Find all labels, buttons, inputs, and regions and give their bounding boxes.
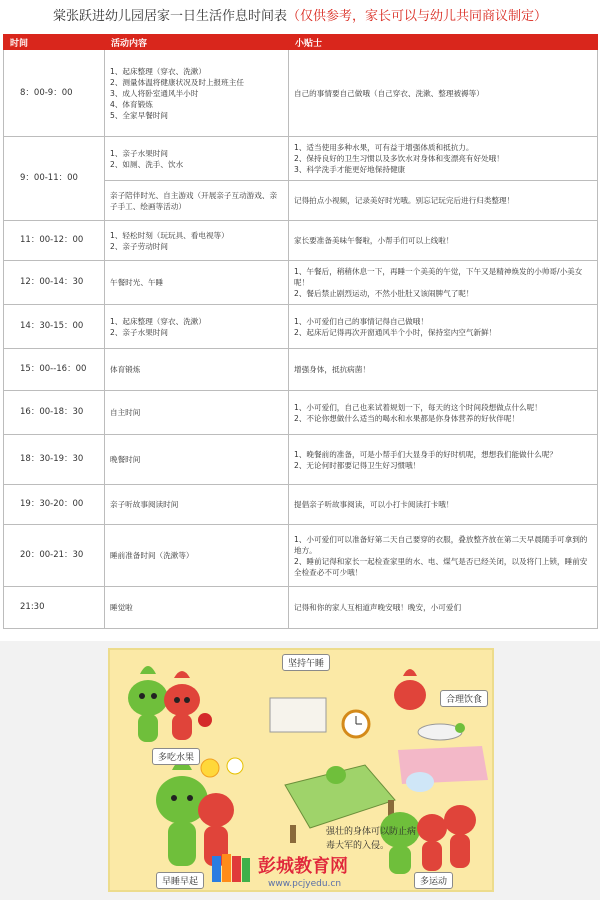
poster-caption-line-1: 强壮的身体可以防止病 bbox=[326, 827, 417, 837]
activity-cell bbox=[105, 50, 289, 137]
tip-line: 1、午餐后，稍稍休息一下，再睡一个美美的午觉，下午又是精神焕发的小帅哥/小美女呢！ bbox=[294, 267, 583, 287]
activity-line: 午餐时光、午睡 bbox=[110, 278, 164, 287]
tip-line: 1、小可爱们可以准备好第二天自己要穿的衣服，叠放整齐放在第二天早晨随手可拿到的地方。 bbox=[294, 534, 588, 555]
time-cell: 15：00--16：00 bbox=[4, 349, 105, 391]
tip-cell bbox=[289, 137, 598, 181]
table-row bbox=[4, 221, 598, 261]
activity-line: 睡前准备时间（洗漱等） bbox=[110, 551, 194, 560]
activity-cell bbox=[105, 587, 289, 629]
time-cell: 20：00-21：30 bbox=[4, 525, 105, 587]
tip-line: 2、起床后记得再次开窗通风半个小时，保持室内空气新鲜！ bbox=[294, 327, 497, 337]
schedule-note: （仅供参考，家长可以与幼儿共同商议制定） bbox=[287, 9, 548, 24]
tip-cell bbox=[289, 435, 598, 485]
tip-cell bbox=[289, 485, 598, 525]
nap-illustration bbox=[270, 698, 395, 843]
tip-line: 2、餐后禁止剧烈运动，不然小肚肚又该闹脾气了呢！ bbox=[294, 289, 474, 298]
table-row bbox=[4, 525, 598, 587]
tip-cell bbox=[289, 349, 598, 391]
tip-line: 3、科学洗手才能更好地保持健康 bbox=[294, 165, 406, 174]
activity-cell bbox=[105, 137, 289, 181]
activity-cell bbox=[105, 261, 289, 305]
poster-label-exercise: 多运动 bbox=[414, 872, 453, 889]
tip-cell bbox=[289, 587, 598, 629]
tip-line: 家长要准备美味午餐啦，小帮手们可以上线啦！ bbox=[294, 236, 454, 245]
header-tip: 小贴士 bbox=[289, 35, 598, 50]
header-activity: 活动内容 bbox=[105, 35, 289, 50]
activity-line: 2、如厕、洗手、饮水 bbox=[110, 159, 184, 169]
tip-line: 2、不论你想做什么适当的喝水和水果都是你身体营养的好伙伴呢！ bbox=[294, 413, 520, 423]
watermark-url: www.pcjyedu.cn bbox=[268, 879, 342, 889]
activity-line: 1、起床整理（穿衣、洗漱） bbox=[110, 66, 206, 76]
table-row bbox=[4, 50, 598, 137]
activity-cell bbox=[105, 525, 289, 587]
tip-cell bbox=[289, 305, 598, 349]
tip-line: 记得和你的家人互相道声晚安哦！晚安，小可爱们 bbox=[294, 603, 462, 612]
tip-cell bbox=[289, 221, 598, 261]
table-header-row bbox=[4, 35, 598, 50]
time-cell: 16：00-18：30 bbox=[4, 391, 105, 435]
tip-line: 1、小可爱们自己的事情记得自己做哦！ bbox=[294, 316, 428, 326]
poster-label-fruit: 多吃水果 bbox=[152, 748, 200, 765]
table-row bbox=[4, 485, 598, 525]
activity-line: 睡觉啦 bbox=[110, 603, 133, 612]
table-row bbox=[4, 305, 598, 349]
poster-label-nap: 坚持午睡 bbox=[282, 654, 330, 671]
time-cell: 12：00-14：30 bbox=[4, 261, 105, 305]
activity-line: 1、亲子水果时间 bbox=[110, 148, 168, 158]
activity-line: 5、全家早餐时间 bbox=[110, 110, 168, 120]
watermark-name: 彭城教育网 bbox=[258, 856, 348, 877]
activity-line: 2、亲子劳动时间 bbox=[110, 241, 168, 251]
time-cell: 11：00-12：00 bbox=[4, 221, 105, 261]
tip-cell bbox=[289, 261, 598, 305]
tip-line: 提倡亲子听故事阅读，可以小打卡阅读打卡哦！ bbox=[294, 500, 454, 509]
activity-line: 1、起床整理（穿衣、洗漱） bbox=[110, 316, 206, 326]
activity-line: 2、亲子水果时间 bbox=[110, 327, 168, 337]
tip-line: 自己的事情要自己做哦（自己穿衣、洗漱、整理被褥等） bbox=[294, 88, 484, 98]
time-cell: 18：30-19：30 bbox=[4, 435, 105, 485]
activity-line: 2、测量体温将健康状况及时上报班主任 bbox=[110, 77, 244, 87]
tip-line: 增强身体，抵抗病菌！ bbox=[294, 365, 370, 374]
activity-cell bbox=[105, 485, 289, 525]
activity-cell bbox=[105, 349, 289, 391]
table-row bbox=[4, 435, 598, 485]
activity-text: 亲子陪伴时光、自主游戏（开展亲子互动游戏、亲子手工、绘画等活动） bbox=[110, 190, 278, 211]
schedule-title: 棠张跃进幼儿园居家一日生活作息时间表 bbox=[52, 9, 287, 24]
time-cell: 8：00-9：00 bbox=[4, 50, 105, 137]
activity-line: 3、成人将卧室通风半小时 bbox=[110, 88, 199, 98]
tip-line: 2、睡前记得和家长一起检查家里的水、电、煤气是否已经关闭，以及将门上锁，睡前安全检查必不可少哦！ bbox=[294, 556, 588, 577]
tip-cell bbox=[289, 391, 598, 435]
site-watermark bbox=[210, 850, 430, 890]
poster-caption-line-2: 毒大军的入侵。 bbox=[326, 841, 390, 851]
table-row bbox=[4, 137, 598, 181]
tip-line: 1、晚餐前的准备，可是小帮手们大显身手的好时机呢，想想我们能做什么呢？ bbox=[294, 449, 558, 459]
tip-line: 1、小可爱们，自己也来试着规划一下，每天的这个时间段想做点什么呢！ bbox=[294, 402, 542, 412]
activity-cell bbox=[105, 391, 289, 435]
schedule-table bbox=[3, 34, 598, 629]
book-logo-icon bbox=[210, 850, 430, 890]
activity-cell bbox=[105, 181, 289, 221]
fruit-mascots-illustration bbox=[128, 666, 212, 742]
tip-line: 2、保持良好的卫生习惯以及多饮水对身体和变漂亮有好处哦！ bbox=[294, 154, 504, 163]
table-row bbox=[4, 349, 598, 391]
time-cell: 14：30-15：00 bbox=[4, 305, 105, 349]
tip-text: 记得拍点小视频，记录美好时光哦。别忘记玩完后进行归类整理！ bbox=[294, 196, 515, 205]
table-row bbox=[4, 391, 598, 435]
tip-line: 2、无论何时都要记得卫生好习惯哦！ bbox=[294, 460, 421, 470]
activity-line: 4、体育锻炼 bbox=[110, 99, 153, 109]
activity-line: 亲子听故事阅读时间 bbox=[110, 500, 179, 509]
page-title bbox=[0, 0, 600, 34]
activity-line: 体育锻炼 bbox=[110, 365, 141, 374]
activity-line: 自主时间 bbox=[110, 408, 141, 417]
time-cell: 21:30 bbox=[4, 587, 105, 629]
activity-cell bbox=[105, 435, 289, 485]
tip-cell bbox=[289, 525, 598, 587]
time-cell: 19：30-20：00 bbox=[4, 485, 105, 525]
poster-label-early-sleep: 早睡早起 bbox=[156, 872, 204, 889]
activity-cell bbox=[105, 305, 289, 349]
header-time: 时间 bbox=[4, 35, 105, 50]
table-row bbox=[4, 587, 598, 629]
time-cell: 9：00-11：00 bbox=[4, 137, 105, 221]
healthy-diet-illustration bbox=[394, 669, 488, 784]
tip-line: 1、适当使用多种水果，可有益于增强体质和抵抗力。 bbox=[294, 143, 474, 152]
table-row bbox=[4, 261, 598, 305]
activity-cell bbox=[105, 221, 289, 261]
activity-line: 晚餐时间 bbox=[110, 455, 141, 464]
poster-label-diet: 合理饮食 bbox=[440, 690, 488, 707]
tip-cell bbox=[289, 181, 598, 221]
activity-line: 1、轻松时刻（玩玩具、看电视等） bbox=[110, 230, 229, 240]
tip-cell bbox=[289, 50, 598, 137]
